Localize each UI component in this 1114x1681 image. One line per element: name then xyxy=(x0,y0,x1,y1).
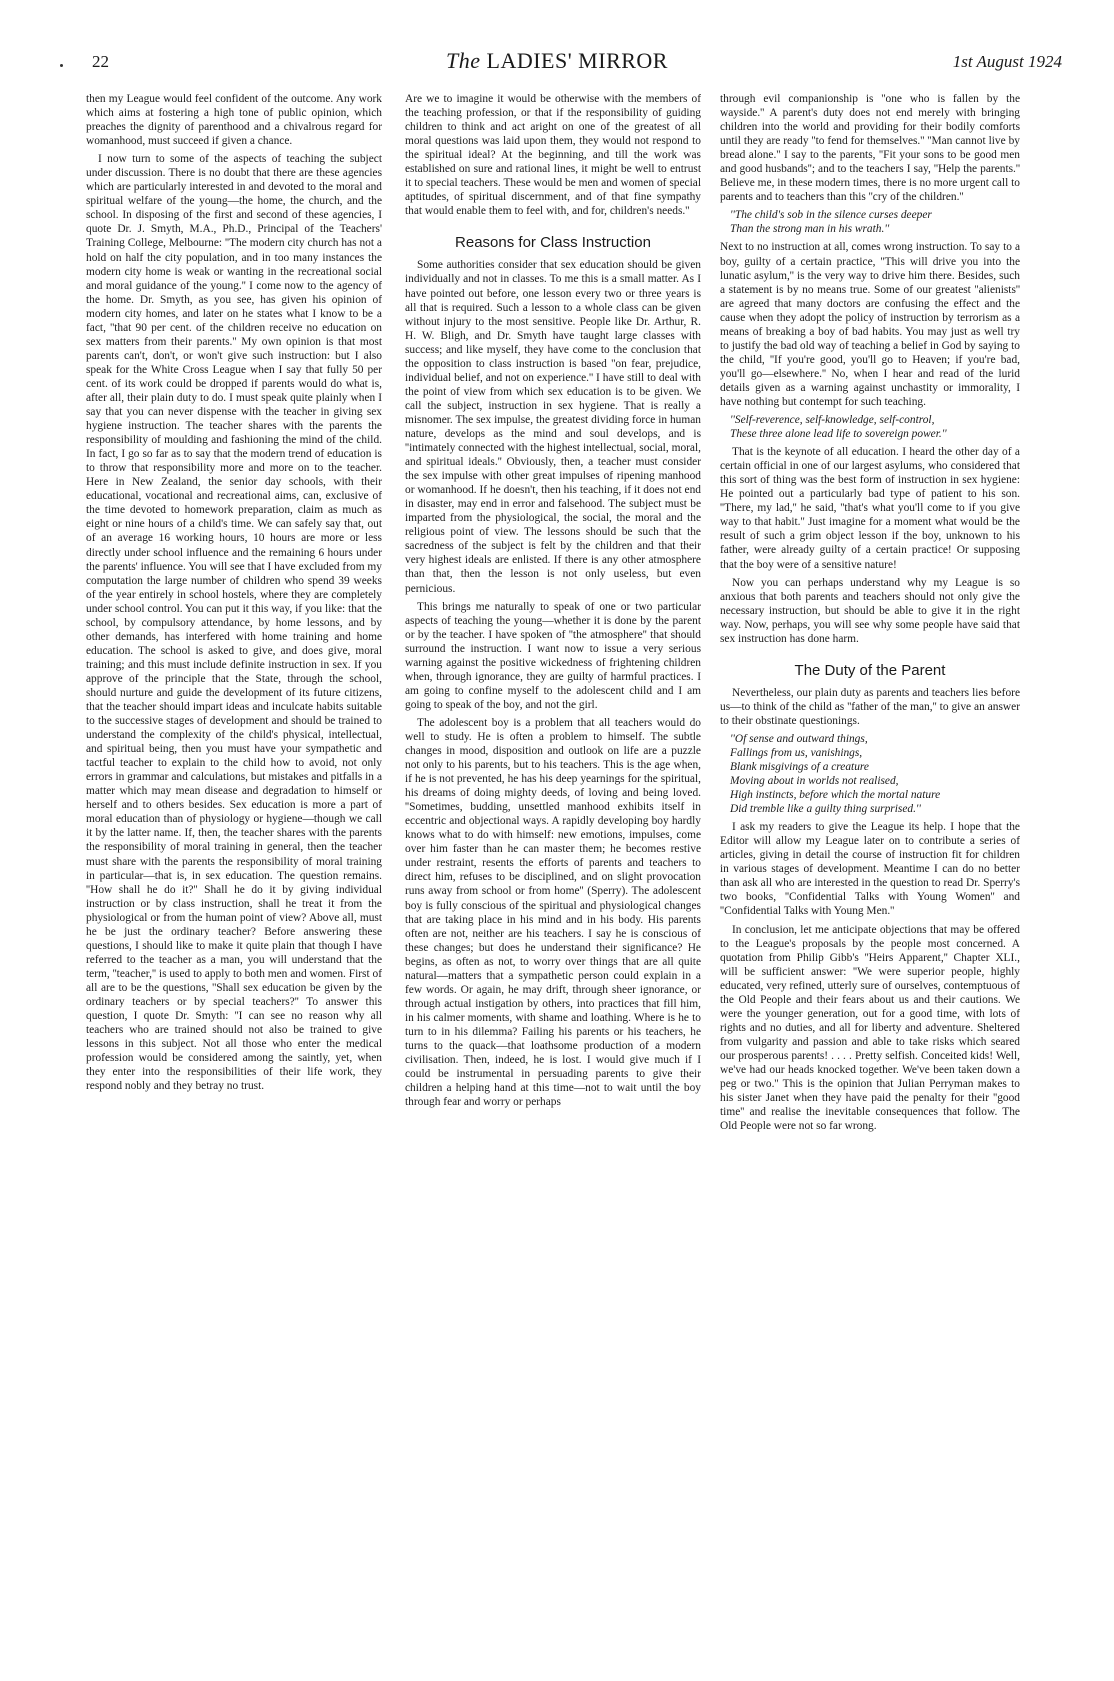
section-heading: The Duty of the Parent xyxy=(794,661,946,679)
verse-line: ''Of sense and outward things, xyxy=(730,732,868,745)
paragraph: The adolescent boy is a problem that all teachers would do well to study. He is often a problem to himself. The subtle changes in mood, disposition and outlook on life are a puzzle not only to his parents, but to his teachers. This is the age when, if he is not prevented, he has his deep yearnings for the spiritual, his dreams of doing mighty deeds, of loving and being loved. ''Sometimes, budding, unsettled manhood exhibits itself in eccentric and objectional ways. A rapidly developing boy hardly knows what to do with himself: new emotions, impulses, come over him faster than he can master them; he becomes restive under restraint, resents the efforts of parents and teachers to direct him, refuses to be disciplined, and on slight provocation runs away from school or from home'' (Sperry). The adolescent boy is fully conscious of the spiritual and physiological changes that are taking place in his mind and in his body. His parents often are not, neither are his teachers. I say he is conscious of these changes; but does he understand their significance? He begins, as often as not, to worry over things that are all quite natural—matters that a sympathetic person could explain in a few words. Or again, he may drift, through sheer ignorance, or through actual instigation by others, into practices that fill him, in his calmer moments, with shame and loathing. Where is he to turn to in his dilemma? Failing his parents or his teachers, he turns to the quack—that loathsome production of a modern civilisation. Then, indeed, he is lost. I would give much if I could be instrumental in persuading parents to give their children a helping hand at this time—not to wait until the boy through fear and worry or perhaps xyxy=(405,716,701,1109)
verse-line: Moving about in worlds not realised, xyxy=(730,775,899,788)
column-1 xyxy=(86,92,382,1652)
column-3 xyxy=(720,92,1020,1652)
paragraph: Some authorities consider that sex education should be given individually and not in classes. To me this is a small matter. As I have pointed out before, one lesson every two or three years is all that is required. Such a lesson to a whole class can be given without injury to the most sensitive. People like Dr. Arthur, R. H. W. Bligh, and Dr. Smyth have taught large classes with success; and like myself, they have come to the conclusion that the opposition to class instruction is based ''on fear, prejudice, individual belief, and not on experience.'' I have still to deal with the point of view from which sex education is to be given. We call the subject, instruction in sex hygiene. That is really a misnomer. The sex impulse, the greatest dividing force in human nature, develops as the mind and soul develops, and is ''intimately connected with the highest intellectual, social, moral, and spiritual ideals.'' Obviously, then, a teacher must consider the sex impulse with other great impulses of ripening manhood or womanhood. If he doesn't, then his teaching, if it does not end in disaster, may end in error and falsehood. The subject must be imparted from the physiological, the social, the moral and the religious point of view. The lessons should be such that the sacredness of the subject is felt by the children and that their very highest ideals are enlisted. If there is any other atmosphere than that, then the lesson is not only useless, but even pernicious. xyxy=(405,259,701,595)
verse-line: Than the strong man in his wrath.'' xyxy=(730,223,890,236)
verse-line: Fallings from us, vanishings, xyxy=(730,746,863,759)
paragraph: Are we to imagine it would be otherwise with the members of the teaching profession, or that if the responsibility of guiding children to think and act aright on one of the greatest of all moral questions was laid upon them, they would not respond to the spiritual ideal? At the beginning, and till the work was established on sure and rational lines, it might be well to entrust it to special teachers. These would be men and women of special aptitudes, of spiritual discernment, and of that fine sympathy that would enable them to feel with, and for, children's needs.'' xyxy=(405,93,701,218)
verse-quote xyxy=(730,413,1020,441)
paragraph: through evil companionship is ''one who is fallen by the wayside.'' A parent's duty does not end merely with bringing children into the world and providing for their bodily comforts until they are ready ''to fend for themselves.'' ''Man cannot live by bread alone.'' I say to the parents, ''Fit your sons to be good men and good husbands''; and to the teachers I say, ''Help the parents.'' Believe me, in these modern times, there is no more urgent call to parents and to teachers than this ''cry of the children.'' xyxy=(720,93,1020,204)
paragraph: I now turn to some of the aspects of teaching the subject under discussion. There is no doubt that there are these agencies which are particularly interested in and devoted to the moral and spiritual welfare of the young—the home, the church, and the school. In disposing of the first and second of these agencies, I quote Dr. J. Smyth, M.A., Ph.D., Principal of the Teachers' Training College, Melbourne: ''The modern city church has not a hold on half the city population, and in too many instances the modern city home is weak or wanting in the recreational social and moral guidance of the young.'' I come now to the agency of the home. Dr. Smyth, as you see, has given his opinion of modern city homes, and later on he states what I know to be a fact, ''that 90 per cent. of the children receive no education on sex matters from their parents.'' My own opinion is that most parents can't, don't, or won't give such instruction: but I also speak for the White Cross League when I say that fully 50 per cent. of its work could be dropped if parents would do what is, after all, their plain duty to do. I must speak quite plainly when I say that you can never dispense with the teacher in giving sex hygiene instruction. The teacher shares with the parents the responsibility of moulding and fashioning the mind of the child. In fact, I go so far as to say that the modern trend of education is to throw that responsibility more and more on to the teacher. Here in New Zealand, the senior day schools, with their educational, vocational and recreational aims, can, exclusive of the time devoted to homework preparation, claim as much as eight or nine hours of a child's time. We can safely say that, out of an average 16 working hours, 10 hours are more or less directly under school influence and the remaining 6 hours under the parents' influence. You will see that I have excluded from my computation the large number of children who spend 39 weeks of the year entirely in school hostels, where they are completely under school control. You can put it this way, if you like: that the school, by compulsory attendance, by home lessons, and by other demands, has interfered with home training and home education. The school is asked to give, and does give, moral training; and this must include definite instruction in sex. If you approve of the principle that the State, through the school, should nurture and guide the development of its future citizens, that the teacher should impart ideas and inculcate habits suitable to the successive stages of development and should be trained to understand the complexity of the child's physical, intellectual, and spiritual being, then you must have your sympathetic and tactful teacher to explain to the child how to avoid, not only errors in grammar and calculations, but mistakes and pitfalls in a matter which may mean disease and degradation to himself or herself and to others besides. Sex education is more a part of moral education than of physiology or hygiene—though we call it by the latter name. If, then, the teacher shares with the parents the responsibility of moral training in general, then the teacher must share with the parents the responsibility of moral training in particular—that is, in sex education. The question remains. ''How shall he do it?'' Shall he do it by giving individual instruction or by class instruction, shall he treat it from the physiological or from the human point of view? Above all, must he be just the ordinary teacher? Before answering these questions, I should like to make it quite plain that though I have referred to the teacher as a man, you will understand that the term, ''teacher,'' is used to apply to both men and women. First of all are to be the questions, ''Shall sex education be given by the ordinary teachers or by special teachers?'' To answer this question, I quote Dr. Smyth: ''I can see no reason why all teachers who are trained should not also be trained to give lessons in this subject. Not all those who enter the medical profession would be considered among the saintly, yet, when they enter into the responsibilities of their life work, they respond nobly and they betray no trust. xyxy=(86,153,382,1093)
issue-date: 1st August 1924 xyxy=(952,52,1062,71)
paragraph: In conclusion, let me anticipate objections that may be offered to the League's proposals by the people most concerned. A quotation from Philip Gibb's ''Heirs Apparent,'' Chapter XLI., will be sufficient answer: ''We were superior people, highly educated, very refined, utterly sure of ourselves, contemptuous of the Old People and their fears about us and their cautions. We were the younger generation, out for a good time, with lots of rights and no duties, and all for liberty and adventure. Sheltered from vulgarity and passion and able to take risks which seared our prosperous parents! . . . . Pretty selfish. Conceited kids! Well, we've had our heads knocked together. We've been taken down a peg or two.'' This is the opinion that Julian Perryman makes to his sister Janet when they have paid the penalty for their ''good time'' and realise the inevitable consequences that follow. The Old People were not so far wrong. xyxy=(720,923,1020,1133)
column-2 xyxy=(405,92,701,1652)
section-heading: Reasons for Class Instruction xyxy=(455,234,651,252)
paragraph: Now you can perhaps understand why my League is so anxious that both parents and teachers should not only give the necessary instruction, but should be able to give it in the right way. Now, perhaps, you will see why some people have said that sex instruction has done harm. xyxy=(720,576,1020,645)
paragraph: That is the keynote of all education. I heard the other day of a certain official in one of our largest asylums, who considered that this sort of thing was the best form of instruction in sex hygiene: He pointed out a particularly bad type of patient to his son. ''There, my lad,'' he said, ''that's what you'll come to if you give way to that habit.'' Just imagine for a moment what would be the result of such a grim object lesson if the boy, unknown to his father, were already guilty of a certain practice! Or supposing that the boy were of a sensitive nature! xyxy=(720,446,1020,571)
page-header xyxy=(52,48,1062,78)
paragraph: Next to no instruction at all, comes wrong instruction. To say to a boy, guilty of a certain practice, ''This will drive you into the lunatic asylum,'' is the very way to drive him there. Besides, such a statement is by no means true. Some of our greatest ''alienists'' are agreed that many doctors are confusing the effect and the cause when they adopt the policy of instruction by terrorism as a means of breaking a boy of bad habits. You may just as well try to justify the bad old way of teaching a belief in God by saying to the child, ''If you're good, you'll go to Heaven; if you're bad, you'll go—elsewhere.'' No, when I hear and read of the lurid details given as a warning against unchastity or immorality, I have nothing but contempt for such teaching. xyxy=(720,241,1020,408)
verse-line: Did tremble like a guilty thing surprised.'' xyxy=(730,803,921,816)
verse-quote xyxy=(730,732,1020,816)
verse-line: These three alone lead life to sovereign power.'' xyxy=(730,428,947,441)
paragraph: I ask my readers to give the League its help. I hope that the Editor will allow my League later on to contribute a series of articles, giving in detail the course of instruction fit for children in various stages of development. Meantime I can do no better than ask all who are interested in the question to read Dr. Sperry's two books, ''Confidential Talks with Young Women'' and ''Confidential Talks with Young Men.'' xyxy=(720,821,1020,918)
magazine-title-the: The xyxy=(446,48,481,73)
verse-quote xyxy=(730,208,1020,236)
verse-line: ''The child's sob in the silence curses deeper xyxy=(730,209,932,222)
verse-line: High instincts, before which the mortal nature xyxy=(730,789,941,802)
verse-line: ''Self-reverence, self-knowledge, self-control, xyxy=(730,414,935,427)
magazine-title xyxy=(52,48,1062,74)
page-number: 22 xyxy=(92,52,109,71)
paragraph: then my League would feel confident of the outcome. Any work which aims at fostering a high tone of public opinion, which preaches the dignity of parenthood and a chivalrous regard for womanhood, must succeed if given a chance. xyxy=(86,93,382,148)
magazine-title-name: LADIES' MIRROR xyxy=(486,48,668,73)
verse-line: Blank misgivings of a creature xyxy=(730,761,869,774)
paragraph: Nevertheless, our plain duty as parents and teachers lies before us—to think of the child as ''father of the man,'' to give an answer to their obstinate questionings. xyxy=(720,686,1020,727)
paragraph: This brings me naturally to speak of one or two particular aspects of teaching the young—whether it is done by the parent or by the teacher. I have spoken of ''the atmosphere'' that should surround the instruction. I want now to issue a very serious warning against the positive wickedness of frightening children when, through ignorance, they are guilty of harmful practices. I am going to confine myself to the adolescent child and I am going to speak of the boy, and not the girl. xyxy=(405,600,701,711)
